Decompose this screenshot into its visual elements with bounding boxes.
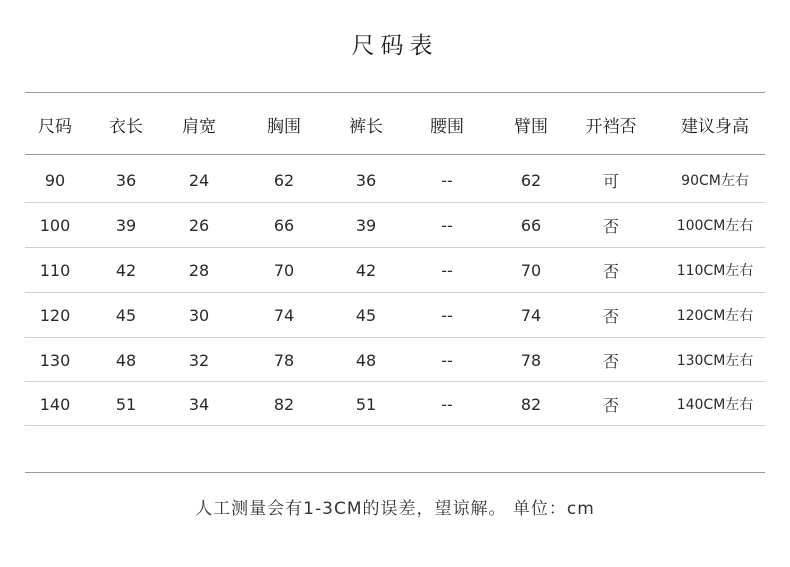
cell-waist: -- [441, 215, 453, 235]
cell-shoulder: 24 [188, 170, 210, 190]
cell-waist: -- [441, 305, 453, 325]
cell-arm: 70 [520, 260, 542, 280]
cell-open-crotch: 否 [602, 261, 619, 281]
header-size: 尺码 [38, 116, 72, 137]
cell-arm: 66 [520, 215, 542, 235]
cell-arm: 82 [520, 394, 542, 414]
cell-shoulder: 28 [188, 260, 210, 280]
cell-length: 48 [115, 350, 137, 370]
cell-chest: 82 [273, 394, 295, 414]
header-pants-length: 裤长 [349, 116, 383, 137]
header-shoulder: 肩宽 [182, 116, 216, 137]
row-divider [25, 247, 765, 248]
cell-size: 110 [39, 260, 71, 280]
cell-size: 120 [39, 305, 71, 325]
cell-chest: 70 [273, 260, 295, 280]
cell-arm: 78 [520, 350, 542, 370]
cell-shoulder: 34 [188, 394, 210, 414]
cell-pants-length: 48 [355, 350, 377, 370]
row-divider [25, 381, 765, 382]
cell-waist: -- [441, 170, 453, 190]
page-title: 尺码表 [351, 33, 439, 59]
table-bottom-rule [25, 425, 765, 426]
cell-arm: 74 [520, 305, 542, 325]
cell-length: 39 [115, 215, 137, 235]
cell-height: 110CM左右 [676, 263, 754, 279]
cell-pants-length: 36 [355, 170, 377, 190]
table-top-rule [25, 92, 765, 93]
cell-open-crotch: 否 [602, 351, 619, 371]
cell-shoulder: 32 [188, 350, 210, 370]
cell-waist: -- [441, 394, 453, 414]
cell-shoulder: 30 [188, 305, 210, 325]
cell-arm: 62 [520, 170, 542, 190]
cell-open-crotch: 否 [602, 306, 619, 326]
cell-waist: -- [441, 260, 453, 280]
cell-length: 36 [115, 170, 137, 190]
table-row [25, 249, 765, 291]
header-length: 衣长 [109, 116, 143, 137]
cell-pants-length: 45 [355, 305, 377, 325]
cell-waist: -- [441, 350, 453, 370]
cell-length: 45 [115, 305, 137, 325]
table-row [25, 383, 765, 425]
row-divider [25, 337, 765, 338]
cell-chest: 62 [273, 170, 295, 190]
header-waist: 腰围 [430, 116, 464, 137]
cell-height: 100CM左右 [676, 218, 754, 234]
cell-height: 90CM左右 [681, 173, 749, 189]
cell-chest: 78 [273, 350, 295, 370]
table-row [25, 204, 765, 246]
cell-height: 130CM左右 [676, 353, 754, 369]
cell-open-crotch: 可 [602, 171, 619, 191]
cell-size: 140 [39, 394, 71, 414]
cell-size: 100 [39, 215, 71, 235]
cell-height: 140CM左右 [676, 397, 754, 413]
header-arm: 臂围 [514, 116, 548, 137]
row-divider [25, 292, 765, 293]
table-row [25, 160, 765, 200]
cell-shoulder: 26 [188, 215, 210, 235]
cell-chest: 66 [273, 215, 295, 235]
cell-pants-length: 51 [355, 394, 377, 414]
header-bottom-rule [25, 154, 765, 155]
cell-open-crotch: 否 [602, 216, 619, 236]
cell-length: 51 [115, 394, 137, 414]
cell-size: 90 [44, 170, 66, 190]
header-chest: 胸围 [267, 116, 301, 137]
header-open-crotch: 开裆否 [585, 116, 637, 137]
row-divider [25, 202, 765, 203]
cell-chest: 74 [273, 305, 295, 325]
cell-size: 130 [39, 350, 71, 370]
footer-rule [25, 472, 765, 473]
cell-pants-length: 42 [355, 260, 377, 280]
cell-pants-length: 39 [355, 215, 377, 235]
table-row [25, 294, 765, 336]
header-height: 建议身高 [681, 116, 749, 137]
footer-note: 人工测量会有1-3CM的误差，望谅解。 单位：cm [195, 499, 595, 519]
table-header-row [25, 108, 765, 140]
cell-length: 42 [115, 260, 137, 280]
table-row [25, 339, 765, 381]
cell-height: 120CM左右 [676, 308, 754, 324]
cell-open-crotch: 否 [602, 395, 619, 415]
